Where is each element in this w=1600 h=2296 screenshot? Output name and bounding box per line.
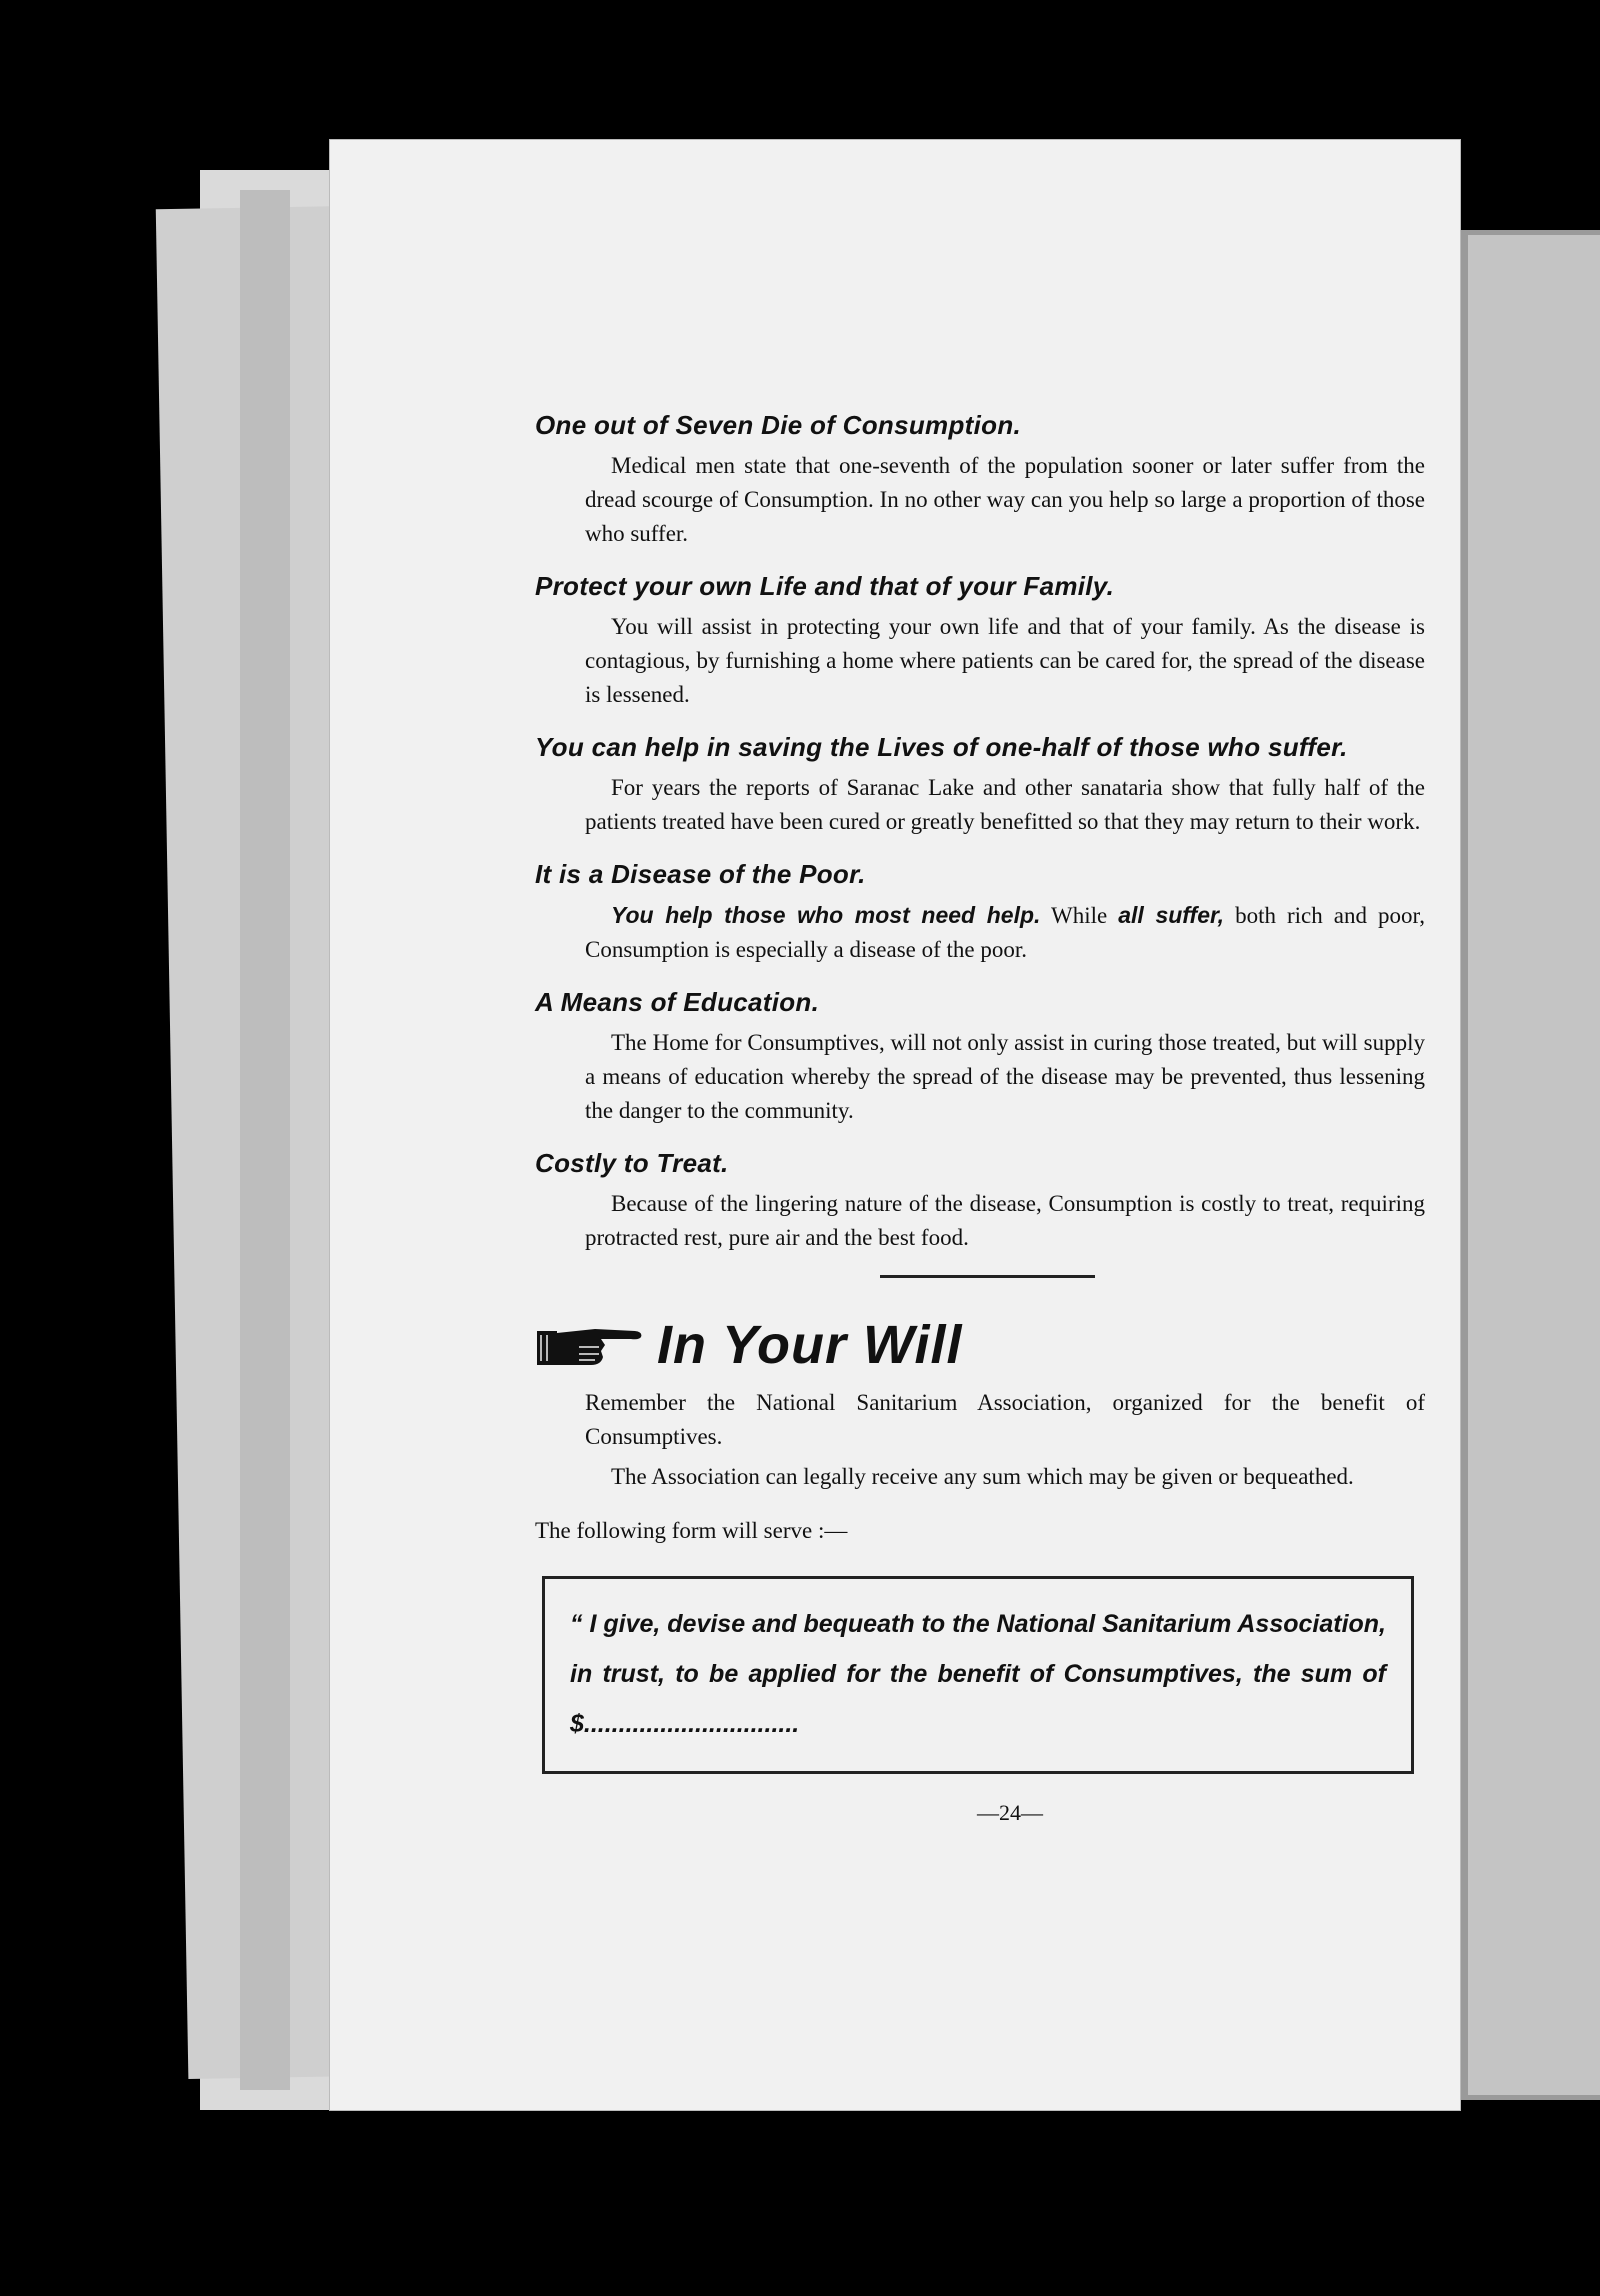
section-lead: You help those who most need help.	[611, 902, 1041, 928]
section-heading: Costly to Treat.	[535, 1148, 729, 1178]
page-edge-shadow	[240, 190, 290, 2090]
section-body: You will assist in protecting your own life and that of your family. As the disease is contagious, by furnishing a home where patients can be cared for, the spread of the disease is lessened.	[585, 614, 1425, 707]
bequest-form-box	[542, 1576, 1414, 1774]
section-body: Because of the lingering nature of the disease, Consumption is costly to treat, requiring protracted rest, pure air and the best food.	[585, 1191, 1425, 1250]
section-body: Medical men state that one-seventh of the population sooner or later suffer from the dread scourge of Consumption. In no other way can you help so large a proportion of those who suffer.	[585, 453, 1425, 546]
will-paragraph: Remember the National Sanitarium Association, organized for the benefit of Consumptives.	[585, 1390, 1425, 1449]
page-number: —24—	[977, 1800, 1043, 1825]
form-intro: The following form will serve :—	[535, 1518, 848, 1543]
section-mid: While	[1040, 903, 1119, 928]
divider	[880, 1275, 1095, 1278]
section-heading: It is a Disease of the Poor.	[535, 859, 866, 889]
right-page-edge	[1468, 235, 1600, 2095]
document-page	[330, 140, 1460, 2110]
will-paragraph: The Association can legally receive any sum which may be given or bequeathed.	[611, 1464, 1354, 1489]
section-text: both rich and poor, Consumption is especially a disease of the poor.	[585, 903, 1425, 962]
pointing-hand-icon	[535, 1321, 645, 1369]
section-heading: A Means of Education.	[535, 987, 820, 1017]
section-body	[535, 898, 1425, 967]
bequest-form-text: “ I give, devise and bequeath to the National Sanitarium Association, in trust, to be applied for the benefit of Consumptives, the sum of $...............................	[570, 1610, 1386, 1738]
section-heading: You can help in saving the Lives of one-half of those who suffer.	[535, 732, 1348, 762]
section-emphasis: all suffer,	[1118, 902, 1225, 928]
section-heading: Protect your own Life and that of your Family.	[535, 571, 1115, 601]
page-content	[535, 410, 1425, 1826]
section-body: For years the reports of Saranac Lake and other sanataria show that fully half of the patients treated have been cured or greatly benefitted so that they may return to their work.	[585, 775, 1425, 834]
will-title: In Your Will	[657, 1315, 963, 1375]
section-body: The Home for Consumptives, will not only assist in curing those treated, but will supply a means of education whereby the spread of the disease may be prevented, thus lessening the danger to the community.	[585, 1030, 1425, 1123]
section-heading: One out of Seven Die of Consumption.	[535, 410, 1022, 440]
will-heading	[535, 1314, 1425, 1376]
